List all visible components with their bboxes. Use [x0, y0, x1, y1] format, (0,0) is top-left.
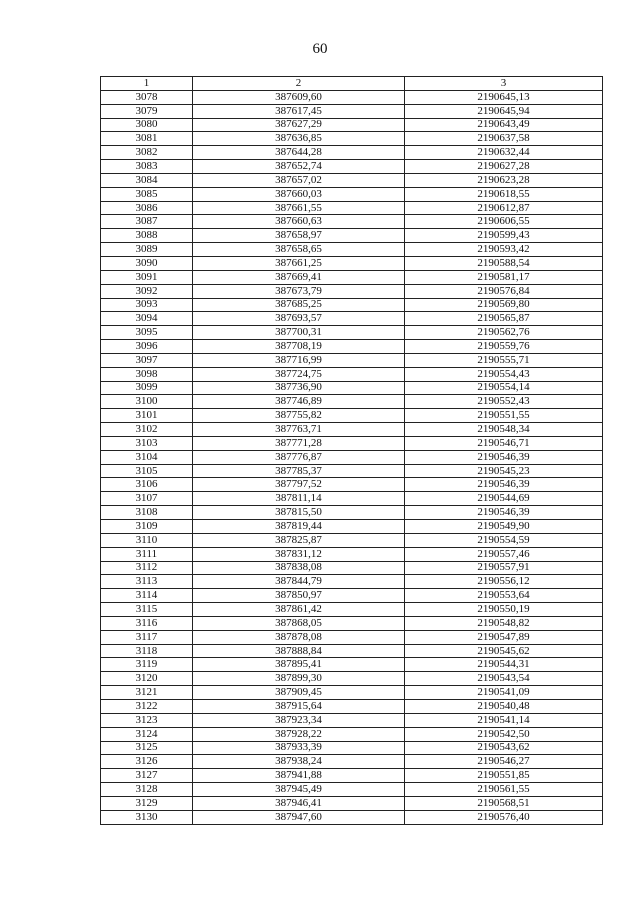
table-row: [101, 492, 603, 506]
point-number-cell: 3081: [101, 132, 193, 146]
x-coordinate-cell: 387685,25: [193, 298, 405, 312]
x-coordinate-cell: 387815,50: [193, 506, 405, 520]
table-row: [101, 630, 603, 644]
point-number-cell: 3090: [101, 256, 193, 270]
y-coordinate-cell: 2190546,39: [405, 478, 603, 492]
table-row: [101, 783, 603, 797]
table-row: [101, 409, 603, 423]
x-coordinate-cell: 387945,49: [193, 783, 405, 797]
table-row: [101, 215, 603, 229]
y-coordinate-cell: 2190599,43: [405, 229, 603, 243]
y-coordinate-cell: 2190576,84: [405, 284, 603, 298]
table-row: [101, 603, 603, 617]
point-number-cell: 3113: [101, 575, 193, 589]
x-coordinate-cell: 387746,89: [193, 395, 405, 409]
x-coordinate-cell: 387660,03: [193, 187, 405, 201]
column-header-3: 3: [405, 77, 603, 91]
point-number-cell: 3099: [101, 381, 193, 395]
y-coordinate-cell: 2190588,54: [405, 256, 603, 270]
y-coordinate-cell: 2190546,39: [405, 506, 603, 520]
point-number-cell: 3121: [101, 686, 193, 700]
x-coordinate-cell: 387946,41: [193, 796, 405, 810]
x-coordinate-cell: 387660,63: [193, 215, 405, 229]
y-coordinate-cell: 2190548,82: [405, 616, 603, 630]
y-coordinate-cell: 2190549,90: [405, 520, 603, 534]
y-coordinate-cell: 2190553,64: [405, 589, 603, 603]
table-row: [101, 367, 603, 381]
x-coordinate-cell: 387716,99: [193, 353, 405, 367]
x-coordinate-cell: 387724,75: [193, 367, 405, 381]
x-coordinate-cell: 387909,45: [193, 686, 405, 700]
x-coordinate-cell: 387895,41: [193, 658, 405, 672]
x-coordinate-cell: 387868,05: [193, 616, 405, 630]
x-coordinate-cell: 387771,28: [193, 436, 405, 450]
point-number-cell: 3109: [101, 520, 193, 534]
column-header-1: 1: [101, 77, 193, 91]
table-row: [101, 755, 603, 769]
y-coordinate-cell: 2190545,62: [405, 644, 603, 658]
table-row: [101, 381, 603, 395]
table-row: [101, 616, 603, 630]
y-coordinate-cell: 2190593,42: [405, 243, 603, 257]
point-number-cell: 3103: [101, 436, 193, 450]
table-row: [101, 464, 603, 478]
table-row: [101, 769, 603, 783]
y-coordinate-cell: 2190546,39: [405, 450, 603, 464]
point-number-cell: 3080: [101, 118, 193, 132]
y-coordinate-cell: 2190543,62: [405, 741, 603, 755]
table-row: [101, 118, 603, 132]
x-coordinate-cell: 387797,52: [193, 478, 405, 492]
point-number-cell: 3123: [101, 713, 193, 727]
y-coordinate-cell: 2190581,17: [405, 270, 603, 284]
x-coordinate-cell: 387617,45: [193, 104, 405, 118]
x-coordinate-cell: 387933,39: [193, 741, 405, 755]
y-coordinate-cell: 2190568,51: [405, 796, 603, 810]
point-number-cell: 3122: [101, 699, 193, 713]
point-number-cell: 3089: [101, 243, 193, 257]
x-coordinate-cell: 387636,85: [193, 132, 405, 146]
table-row: [101, 436, 603, 450]
x-coordinate-cell: 387915,64: [193, 699, 405, 713]
y-coordinate-cell: 2190632,44: [405, 146, 603, 160]
point-number-cell: 3110: [101, 533, 193, 547]
x-coordinate-cell: 387708,19: [193, 340, 405, 354]
x-coordinate-cell: 387652,74: [193, 160, 405, 174]
table-body: [101, 90, 603, 824]
x-coordinate-cell: 387811,14: [193, 492, 405, 506]
point-number-cell: 3125: [101, 741, 193, 755]
table-row: [101, 520, 603, 534]
point-number-cell: 3118: [101, 644, 193, 658]
y-coordinate-cell: 2190552,43: [405, 395, 603, 409]
y-coordinate-cell: 2190645,13: [405, 90, 603, 104]
y-coordinate-cell: 2190561,55: [405, 783, 603, 797]
x-coordinate-cell: 387776,87: [193, 450, 405, 464]
table-row: [101, 672, 603, 686]
table-row: [101, 160, 603, 174]
x-coordinate-cell: 387838,08: [193, 561, 405, 575]
y-coordinate-cell: 2190562,76: [405, 326, 603, 340]
x-coordinate-cell: 387785,37: [193, 464, 405, 478]
table-row: [101, 796, 603, 810]
point-number-cell: 3100: [101, 395, 193, 409]
y-coordinate-cell: 2190627,28: [405, 160, 603, 174]
y-coordinate-cell: 2190623,28: [405, 173, 603, 187]
table-row: [101, 132, 603, 146]
point-number-cell: 3104: [101, 450, 193, 464]
table-row: [101, 810, 603, 824]
x-coordinate-cell: 387661,25: [193, 256, 405, 270]
y-coordinate-cell: 2190541,14: [405, 713, 603, 727]
y-coordinate-cell: 2190554,59: [405, 533, 603, 547]
x-coordinate-cell: 387644,28: [193, 146, 405, 160]
point-number-cell: 3105: [101, 464, 193, 478]
y-coordinate-cell: 2190606,55: [405, 215, 603, 229]
x-coordinate-cell: 387844,79: [193, 575, 405, 589]
table-row: [101, 201, 603, 215]
x-coordinate-cell: 387736,90: [193, 381, 405, 395]
point-number-cell: 3130: [101, 810, 193, 824]
table-row: [101, 699, 603, 713]
x-coordinate-cell: 387661,55: [193, 201, 405, 215]
point-number-cell: 3088: [101, 229, 193, 243]
point-number-cell: 3117: [101, 630, 193, 644]
table-row: [101, 533, 603, 547]
y-coordinate-cell: 2190543,54: [405, 672, 603, 686]
table-row: [101, 727, 603, 741]
table-row: [101, 340, 603, 354]
header-row: [101, 77, 603, 91]
table-row: [101, 644, 603, 658]
y-coordinate-cell: 2190547,89: [405, 630, 603, 644]
table-row: [101, 589, 603, 603]
column-header-2: 2: [193, 77, 405, 91]
x-coordinate-cell: 387609,60: [193, 90, 405, 104]
y-coordinate-cell: 2190557,46: [405, 547, 603, 561]
table-row: [101, 256, 603, 270]
x-coordinate-cell: 387627,29: [193, 118, 405, 132]
y-coordinate-cell: 2190545,23: [405, 464, 603, 478]
x-coordinate-cell: 387938,24: [193, 755, 405, 769]
table-row: [101, 284, 603, 298]
coordinates-table: [100, 76, 603, 825]
x-coordinate-cell: 387755,82: [193, 409, 405, 423]
table-row: [101, 713, 603, 727]
x-coordinate-cell: 387831,12: [193, 547, 405, 561]
table-row: [101, 478, 603, 492]
point-number-cell: 3094: [101, 312, 193, 326]
y-coordinate-cell: 2190551,85: [405, 769, 603, 783]
point-number-cell: 3116: [101, 616, 193, 630]
y-coordinate-cell: 2190554,14: [405, 381, 603, 395]
point-number-cell: 3127: [101, 769, 193, 783]
y-coordinate-cell: 2190569,80: [405, 298, 603, 312]
y-coordinate-cell: 2190645,94: [405, 104, 603, 118]
point-number-cell: 3084: [101, 173, 193, 187]
table-row: [101, 450, 603, 464]
x-coordinate-cell: 387657,02: [193, 173, 405, 187]
point-number-cell: 3120: [101, 672, 193, 686]
point-number-cell: 3114: [101, 589, 193, 603]
y-coordinate-cell: 2190546,71: [405, 436, 603, 450]
y-coordinate-cell: 2190551,55: [405, 409, 603, 423]
x-coordinate-cell: 387899,30: [193, 672, 405, 686]
x-coordinate-cell: 387693,57: [193, 312, 405, 326]
x-coordinate-cell: 387861,42: [193, 603, 405, 617]
table-row: [101, 395, 603, 409]
y-coordinate-cell: 2190559,76: [405, 340, 603, 354]
y-coordinate-cell: 2190618,55: [405, 187, 603, 201]
point-number-cell: 3124: [101, 727, 193, 741]
point-number-cell: 3112: [101, 561, 193, 575]
point-number-cell: 3085: [101, 187, 193, 201]
point-number-cell: 3083: [101, 160, 193, 174]
point-number-cell: 3095: [101, 326, 193, 340]
table-row: [101, 270, 603, 284]
point-number-cell: 3082: [101, 146, 193, 160]
point-number-cell: 3092: [101, 284, 193, 298]
table-row: [101, 575, 603, 589]
x-coordinate-cell: 387947,60: [193, 810, 405, 824]
y-coordinate-cell: 2190565,87: [405, 312, 603, 326]
y-coordinate-cell: 2190556,12: [405, 575, 603, 589]
table-row: [101, 173, 603, 187]
x-coordinate-cell: 387928,22: [193, 727, 405, 741]
y-coordinate-cell: 2190541,09: [405, 686, 603, 700]
point-number-cell: 3096: [101, 340, 193, 354]
point-number-cell: 3108: [101, 506, 193, 520]
page-number: 60: [312, 41, 328, 57]
table-row: [101, 547, 603, 561]
point-number-cell: 3093: [101, 298, 193, 312]
y-coordinate-cell: 2190643,49: [405, 118, 603, 132]
y-coordinate-cell: 2190546,27: [405, 755, 603, 769]
table-row: [101, 90, 603, 104]
point-number-cell: 3079: [101, 104, 193, 118]
point-number-cell: 3111: [101, 547, 193, 561]
table-row: [101, 312, 603, 326]
point-number-cell: 3107: [101, 492, 193, 506]
table-row: [101, 298, 603, 312]
y-coordinate-cell: 2190542,50: [405, 727, 603, 741]
table-row: [101, 741, 603, 755]
point-number-cell: 3087: [101, 215, 193, 229]
x-coordinate-cell: 387658,97: [193, 229, 405, 243]
point-number-cell: 3106: [101, 478, 193, 492]
point-number-cell: 3115: [101, 603, 193, 617]
point-number-cell: 3078: [101, 90, 193, 104]
y-coordinate-cell: 2190612,87: [405, 201, 603, 215]
x-coordinate-cell: 387888,84: [193, 644, 405, 658]
table-row: [101, 561, 603, 575]
y-coordinate-cell: 2190544,31: [405, 658, 603, 672]
table-row: [101, 187, 603, 201]
point-number-cell: 3102: [101, 423, 193, 437]
table-row: [101, 353, 603, 367]
point-number-cell: 3129: [101, 796, 193, 810]
x-coordinate-cell: 387673,79: [193, 284, 405, 298]
table-row: [101, 506, 603, 520]
y-coordinate-cell: 2190557,91: [405, 561, 603, 575]
point-number-cell: 3091: [101, 270, 193, 284]
table-row: [101, 658, 603, 672]
y-coordinate-cell: 2190554,43: [405, 367, 603, 381]
x-coordinate-cell: 387700,31: [193, 326, 405, 340]
y-coordinate-cell: 2190548,34: [405, 423, 603, 437]
y-coordinate-cell: 2190555,71: [405, 353, 603, 367]
x-coordinate-cell: 387819,44: [193, 520, 405, 534]
table-row: [101, 146, 603, 160]
x-coordinate-cell: 387923,34: [193, 713, 405, 727]
x-coordinate-cell: 387941,88: [193, 769, 405, 783]
y-coordinate-cell: 2190540,48: [405, 699, 603, 713]
y-coordinate-cell: 2190550,19: [405, 603, 603, 617]
table-row: [101, 104, 603, 118]
x-coordinate-cell: 387878,08: [193, 630, 405, 644]
y-coordinate-cell: 2190637,58: [405, 132, 603, 146]
x-coordinate-cell: 387850,97: [193, 589, 405, 603]
point-number-cell: 3098: [101, 367, 193, 381]
point-number-cell: 3126: [101, 755, 193, 769]
x-coordinate-cell: 387658,65: [193, 243, 405, 257]
table-row: [101, 229, 603, 243]
table-row: [101, 423, 603, 437]
y-coordinate-cell: 2190576,40: [405, 810, 603, 824]
table-row: [101, 686, 603, 700]
point-number-cell: 3119: [101, 658, 193, 672]
point-number-cell: 3086: [101, 201, 193, 215]
table-header: [101, 77, 603, 91]
x-coordinate-cell: 387825,87: [193, 533, 405, 547]
table-row: [101, 243, 603, 257]
y-coordinate-cell: 2190544,69: [405, 492, 603, 506]
point-number-cell: 3101: [101, 409, 193, 423]
x-coordinate-cell: 387763,71: [193, 423, 405, 437]
point-number-cell: 3097: [101, 353, 193, 367]
x-coordinate-cell: 387669,41: [193, 270, 405, 284]
table-row: [101, 326, 603, 340]
point-number-cell: 3128: [101, 783, 193, 797]
